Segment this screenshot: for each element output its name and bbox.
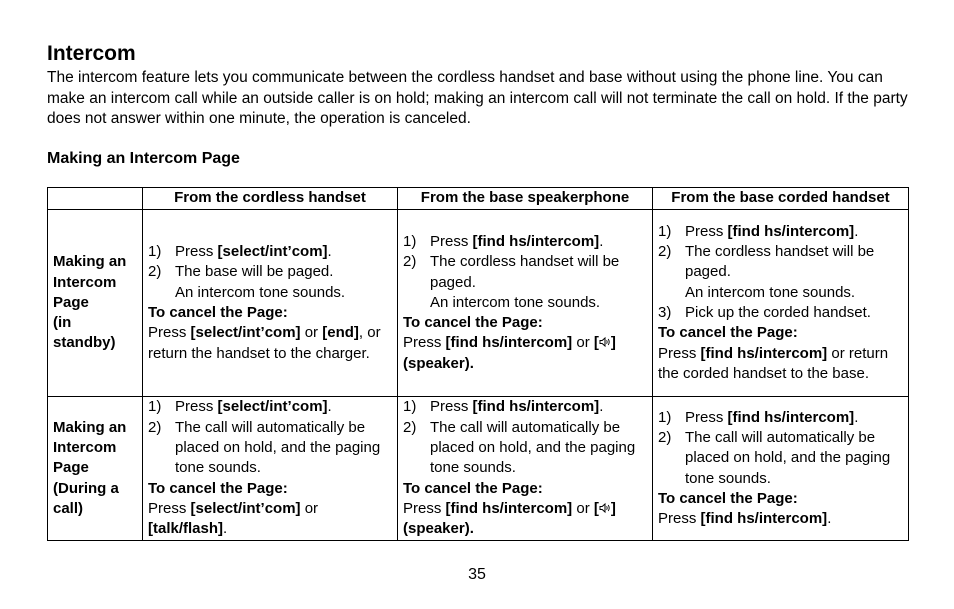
cell-standby-corded <box>653 210 909 397</box>
header-cordless-handset: From the cordless handset <box>143 188 398 210</box>
step-item: 1) Press [select/int’com]. <box>148 243 332 261</box>
step-item: 1) Press [find hs/intercom]. <box>658 408 859 426</box>
cancel-label: To cancel the Page: <box>403 314 543 332</box>
header-base-corded-handset: From the base corded handset <box>653 188 909 210</box>
step-item: 1) Press [find hs/intercom]. <box>658 222 859 240</box>
page-number: 35 <box>468 566 486 583</box>
cancel-text: Press [find hs/intercom]. <box>658 510 832 528</box>
section-heading: Making an Intercom Page <box>47 150 240 167</box>
speaker-icon <box>599 502 611 514</box>
cancel-label: To cancel the Page: <box>148 304 288 321</box>
table-header-row <box>48 188 909 210</box>
table-row <box>48 210 909 397</box>
cell-standby-cordless <box>143 210 398 397</box>
cancel-label: To cancel the Page: <box>148 479 288 497</box>
step-item: 2) The call will automatically be placed on hold, and the paging tone sounds. <box>658 428 891 487</box>
step-item: 3) Pick up the corded handset. <box>658 304 871 321</box>
cell-call-corded <box>653 397 909 541</box>
step-item: 2) The base will be paged. An intercom tone sounds. <box>148 263 346 301</box>
header-cell-blank <box>48 188 143 210</box>
step-item: 2) The call will automatically be placed on hold, and the paging tone sounds. <box>148 418 381 477</box>
header-base-speakerphone: From the base speakerphone <box>398 188 653 210</box>
cell-call-cordless <box>143 397 398 541</box>
cancel-label: To cancel the Page: <box>403 479 543 497</box>
row-label-during-call: Making an Intercom Page (During a call) <box>48 397 143 541</box>
table-row <box>48 397 909 541</box>
step-item: 2) The call will automatically be placed on hold, and the paging tone sounds. <box>403 418 636 477</box>
cancel-text: Press [select/int’com] or [end], or return the handset to the charger. <box>148 324 381 362</box>
cancel-label: To cancel the Page: <box>658 489 798 507</box>
cancel-text: Press [find hs/intercom] or return the corded handset to the base. <box>658 344 889 382</box>
step-item: 1) Press [find hs/intercom]. <box>403 232 604 250</box>
speaker-icon <box>599 336 611 348</box>
cell-call-speakerphone <box>398 397 653 541</box>
step-item: 1) Press [find hs/intercom]. <box>403 398 604 416</box>
step-item: 2) The cordless handset will be paged. An intercom tone sounds. <box>658 243 875 301</box>
cancel-text: Press [find hs/intercom] or [ ] (speaker). <box>403 334 616 372</box>
cancel-text: Press [find hs/intercom] or [ ] (speaker). <box>403 499 616 538</box>
cancel-text: Press [select/int’com] or [talk/flash]. <box>148 499 319 538</box>
cell-standby-speakerphone <box>398 210 653 397</box>
intro-paragraph: The intercom feature lets you communicate between the cordless handset and base without using the phone line. You can make an intercom call while an outside caller is on hold; making an intercom call will not terminate the call on hold. If the party does not answer within one minute, the operation is canceled. <box>47 69 908 127</box>
step-item: 1) Press [select/int’com]. <box>148 398 332 416</box>
cancel-label: To cancel the Page: <box>658 324 798 342</box>
row-label-standby: Making an Intercom Page (in standby) <box>48 210 143 397</box>
step-item: 2) The cordless handset will be paged. An intercom tone sounds. <box>403 253 620 311</box>
intercom-table <box>47 187 909 541</box>
page-title: Intercom <box>47 42 136 65</box>
